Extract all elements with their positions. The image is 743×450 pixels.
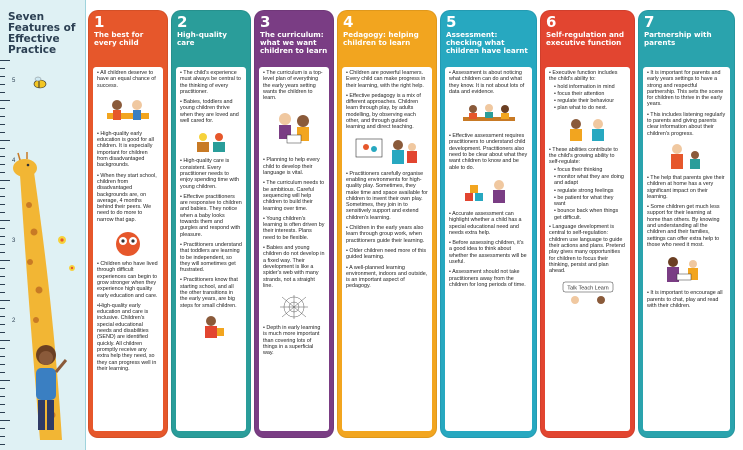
- column-body: [93, 67, 163, 431]
- sub-bullet-text: • regulate strong feelings: [554, 187, 614, 194]
- parent-and-child-illustration: [657, 141, 717, 171]
- column-number: 2: [177, 13, 188, 31]
- bullet-text: • Effective pedagogy is a mix of different approaches. Children learn through play, by adults modelling, by observing each other, and through guided learning and direct teaching.: [346, 92, 421, 131]
- bullet-text: • Children who have lived through difficult experiences can begin to grow stronger when they experience high quality early education and care.: [97, 261, 158, 299]
- bullet-text: • Practitioners know that starting school, and all the other transitions in the early years, are big steps for small children.: [180, 277, 238, 309]
- bullet-text: • The help that parents give their children at home has a very significant impact on their learning.: [647, 174, 725, 200]
- sub-bullet-text: • focus their thinking: [554, 166, 603, 173]
- column-body: [445, 67, 532, 431]
- blocks-play-illustration: [459, 175, 519, 207]
- bullet-text: •High-quality early education and care is inclusive. Children's special educational needs and disabilities (SEND) are identified quickly. All children promptly receive any extra help they need, so they can progress well in their learning.: [97, 302, 157, 372]
- bullet-text: • Babies, toddlers and young children thrive when they are loved and well cared for.: [180, 99, 239, 125]
- feature-column-1: [88, 10, 168, 438]
- bullet-text: • High-quality early education is good for all children. It is especially important for children from disadvantaged backgrounds.: [97, 130, 154, 169]
- bullet-text: • The child's experience must always be central to the thinking of every practitioner.: [180, 70, 241, 95]
- bullet-text: • Depth in early learning is much more important than covering lots of things in a superficial way.: [263, 325, 321, 357]
- talk-teach-learn-sign-illustration: [553, 278, 623, 308]
- bullet-text: • Assessment should not take practitioners away from the children for long periods of time.: [449, 269, 526, 288]
- column-body: [342, 67, 432, 431]
- feature-column-6: [540, 10, 635, 438]
- painting-children-illustration: [352, 135, 422, 167]
- column-title: The curriculum: what we want children to learn: [260, 30, 328, 56]
- bullet-text: • Effective assessment requires practitioners to understand child development. Practitioners also need to be clear about what they want children to know and be able to do.: [449, 133, 528, 171]
- sub-bullet-text: • hold information in mind: [554, 83, 615, 90]
- column-body: [545, 67, 630, 431]
- column-title: The best for every child: [94, 30, 144, 48]
- ruler-label-3: 3: [12, 238, 16, 244]
- sub-bullet-text: • monitor what they are doing and adapt: [554, 173, 624, 187]
- giraffe-and-child-illustration: [0, 0, 86, 450]
- bullet-text: • Older children need more of this guided learning.: [346, 247, 427, 261]
- sub-bullet-text: • regulate their behaviour: [554, 98, 615, 105]
- bullet-text: • These abilities contribute to the child's growing ability to self-regulate:: [549, 146, 618, 166]
- height-ruler-sidebar: [0, 0, 86, 450]
- bullet-text: • Some children get much less support for their learning at home than others. By knowing and understanding all the children and their families, settings can offer extra help to those who need it most.: [647, 204, 720, 248]
- bullet-text: • Effective practitioners are responsive to children and babies. They notice when a baby looks towards them and gurgles and respond with pleasure.: [180, 193, 242, 238]
- flower-pot-illustration: [189, 128, 233, 154]
- bullet-text: • Children in the early years also learn through group work, when practitioners guide their learning.: [346, 225, 425, 244]
- child-icon: [36, 345, 66, 430]
- bullet-text: • Children are powerful learners. Every child can make progress in their learning, with the right help.: [346, 70, 426, 89]
- column-body: [176, 67, 246, 431]
- bullet-text: • High-quality care is consistent. Every practitioner needs to enjoy spending time with young children.: [180, 158, 240, 190]
- column-number: 1: [94, 13, 105, 31]
- ruler-label-4: 4: [12, 158, 16, 164]
- bullet-text: • It is important for parents and early years settings to have a strong and respectful partnership. This sets the scene for children to thrive in the early years.: [647, 70, 724, 108]
- children-playing-illustration: [103, 93, 153, 127]
- column-title: Self-regulation and executive function: [546, 30, 625, 48]
- column-title: High-quality care: [177, 30, 227, 48]
- column-title: Assessment: checking what children have learnt: [446, 30, 528, 56]
- bullet-text: • Babies and young children do not develop in a fixed way. Their development is like a spider's web with many strands, not a straight line.: [263, 245, 325, 289]
- column-number: 4: [343, 13, 354, 31]
- ruler-label-2: 2: [12, 318, 16, 324]
- children-reading-illustration: [269, 105, 319, 153]
- column-number: 3: [260, 13, 271, 31]
- column-number: 6: [546, 13, 557, 31]
- feature-column-5: [440, 10, 537, 438]
- sign-label: Talk Teach Learn: [566, 285, 609, 292]
- flower-icon: [58, 236, 75, 271]
- feature-column-2: [171, 10, 251, 438]
- column-header: [639, 11, 734, 65]
- bullet-text: • Young children's learning is often driven by their interests. Plans need to be flexible.: [263, 215, 325, 241]
- bullet-text: • All children deserve to have an equal chance of success.: [97, 70, 156, 89]
- bullet-text: • Practitioners carefully organise enabling environments for high-quality play. Sometimes, they make time and space available for children to invent their own play. Sometimes, they join in to sensitively support and extend children's learning.: [346, 170, 428, 221]
- sub-bullet-text: • focus their attention: [554, 90, 605, 97]
- bullet-text: • Planning to help every child to develop their language is vital.: [263, 157, 320, 177]
- poster-title: Seven Features of Effective Practice: [8, 11, 76, 56]
- bullet-text: • Executive function includes the child's ability to:: [549, 70, 618, 83]
- children-playing-illustration: [558, 115, 618, 143]
- column-header: [338, 11, 436, 65]
- column-number: 5: [446, 13, 457, 31]
- spider-web-icon: [274, 293, 314, 321]
- child-with-bag-illustration: [191, 313, 231, 343]
- sub-bullet-text: • plan what to do next.: [554, 105, 608, 112]
- feature-column-4: [337, 10, 437, 438]
- column-header: [89, 11, 167, 65]
- feature-column-3: [254, 10, 334, 438]
- bullet-text: • A well-planned learning environment, indoors and outside, is an important aspect of pedagogy.: [346, 264, 428, 290]
- bullet-text: • Practitioners understand that toddlers are learning to be independent, so they will sometimes get frustrated.: [180, 241, 242, 274]
- sub-bullet-text: • bounce back when things get difficult.: [554, 208, 619, 221]
- bullet-text: • It is important to encourage all parents to chat, play and read with their children.: [647, 290, 723, 309]
- children-at-table-illustration: [459, 99, 519, 129]
- column-header: [255, 11, 333, 65]
- column-header: [172, 11, 250, 65]
- column-header: [541, 11, 634, 65]
- bullet-text: • Assessment is about noticing what children can do and what they know. It is not about lots of data and evidence.: [449, 70, 525, 95]
- bullet-text: • The curriculum needs to be ambitious. Careful sequencing will help children to build their learning over time.: [263, 180, 325, 212]
- bullet-text: • This includes listening regularly to parents and giving parents clear information about their children's progress.: [647, 111, 726, 137]
- column-body: [259, 67, 329, 431]
- column-title: Partnership with parents: [644, 30, 712, 48]
- feature-column-7: [638, 10, 735, 438]
- bullet-text: • The curriculum is a top-level plan of everything the early years setting wants the children to learn.: [263, 70, 323, 102]
- sub-bullet-text: • be patient for what they want: [554, 194, 614, 208]
- bullet-text: • Before assessing children, it's a good idea to think about whether the assessments will be useful.: [449, 240, 527, 266]
- ruler-label-5: 5: [12, 78, 16, 84]
- column-header: [441, 11, 536, 65]
- owl-toy-illustration: [108, 227, 148, 257]
- column-number: 7: [644, 13, 655, 31]
- column-title: Pedagogy: helping children to learn: [343, 30, 419, 48]
- bullet-text: • Accurate assessment can highlight whether a child has a special educational need and needs extra help.: [449, 210, 522, 236]
- bee-icon: [34, 77, 46, 88]
- family-reading-illustration: [657, 252, 717, 286]
- bullet-text: • Language development is central to self-regulation: children use language to guide their actions and plans. Pretend play gives many opportunities for children to focus their thinking, persist and plan ahead.: [549, 224, 625, 275]
- column-body: [643, 67, 730, 431]
- bullet-text: • When they start school, children from disadvantaged backgrounds are, on average, 4 months behind their peers. We need to do more to narrow that gap.: [97, 172, 157, 223]
